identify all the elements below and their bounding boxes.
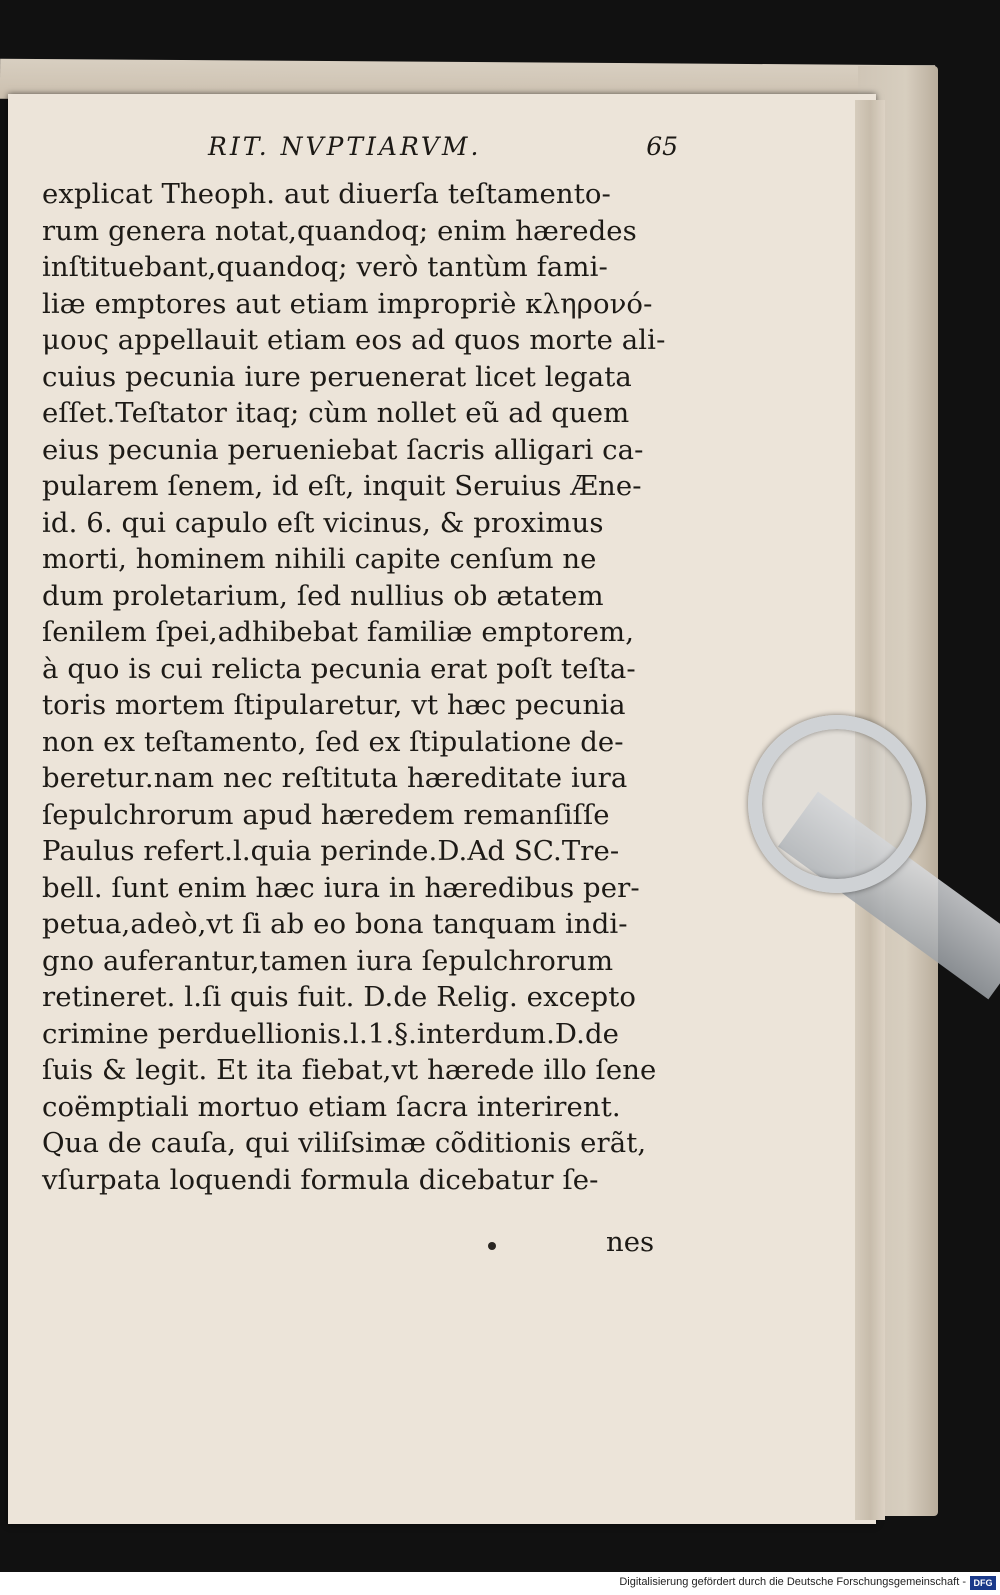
text-line: pularem ſenem, id eſt, inquit Seruius Æne- bbox=[42, 470, 642, 502]
text-line: liæ emptores aut etiam impropriè κληρονό- bbox=[42, 287, 653, 320]
text-line: morti, hominem nihili capite cenſum ne bbox=[42, 543, 597, 575]
page-number: 65 bbox=[646, 132, 678, 161]
text-line: toris mortem ſtipularetur, vt hæc pecunia bbox=[42, 689, 626, 721]
catchword: nes bbox=[606, 1226, 655, 1258]
text-line: coëmptiali mortuo etiam ſacra interirent. bbox=[42, 1090, 621, 1123]
text-line: crimine perduellionis.l.1.§.interdum.D.de bbox=[42, 1017, 620, 1050]
text-line: id. 6. qui capulo eſt vicinus, & proximus bbox=[42, 506, 604, 539]
text-line: explicat Theoph. aut diuerſa teſtamento- bbox=[42, 178, 611, 210]
text-line: rum genera notat,quandoq; enim hæredes bbox=[42, 214, 637, 247]
signature-mark bbox=[488, 1242, 496, 1250]
funding-credit: Digitalisierung gefördert durch die Deutsche Forschungsgemeinschaft - bbox=[619, 1576, 966, 1588]
text-line: ſuis & legit. Et ita fiebat,vt hærede illo ſene bbox=[42, 1054, 657, 1086]
text-line: Qua de cauſa, qui viliſsimæ cõditionis erãt, bbox=[42, 1127, 647, 1159]
book-page bbox=[8, 94, 876, 1524]
text-line: gno auferantur,tamen iura ſepulchrorum bbox=[42, 944, 614, 977]
credit-bar bbox=[0, 1572, 1000, 1595]
text-line: non ex teſtamento, ſed ex ſtipulatione de- bbox=[42, 725, 624, 758]
clamp-ring bbox=[748, 715, 926, 893]
running-title: RIT. NVPTIARVM. bbox=[208, 132, 482, 161]
text-line: ſepulchrorum apud hæredem remanſiſſe bbox=[42, 798, 610, 831]
text-line: petua,adeò,vt ſi ab eo bona tanquam indi- bbox=[42, 908, 628, 940]
text-line: dum proletarium, ſed nullius ob ætatem bbox=[42, 579, 604, 612]
running-header bbox=[208, 132, 678, 172]
body-text bbox=[42, 176, 666, 1198]
text-line: à quo is cui relicta pecunia erat poſt teſta- bbox=[42, 652, 636, 685]
text-line: cuius pecunia iure peruenerat licet legata bbox=[42, 360, 632, 393]
dfg-logo: DFG bbox=[970, 1576, 996, 1590]
text-line: Paulus refert.l.quia perinde.D.Ad SC.Tre- bbox=[42, 835, 620, 867]
text-line: ſenilem ſpei,adhibebat familiæ emptorem, bbox=[42, 616, 635, 648]
text-line: retineret. l.ſi quis fuit. D.de Relig. excepto bbox=[42, 981, 636, 1013]
text-line: eſſet.Teſtator itaq; cùm nollet eũ ad quem bbox=[42, 397, 630, 429]
text-line: inſtituebant,quandoq; verò tantùm fami- bbox=[42, 251, 608, 283]
page-clamp bbox=[748, 715, 1000, 915]
text-line: μους appellauit etiam eos ad quos morte ali- bbox=[42, 324, 666, 356]
text-line: beretur.nam nec reſtituta hæreditate iura bbox=[42, 762, 628, 794]
text-line: eius pecunia perueniebat ſacris alligari ca- bbox=[42, 433, 644, 466]
text-line: vſurpata loquendi formula dicebatur ſe- bbox=[42, 1163, 599, 1196]
text-line: bell. ſunt enim hæc iura in hæredibus per- bbox=[42, 871, 640, 904]
